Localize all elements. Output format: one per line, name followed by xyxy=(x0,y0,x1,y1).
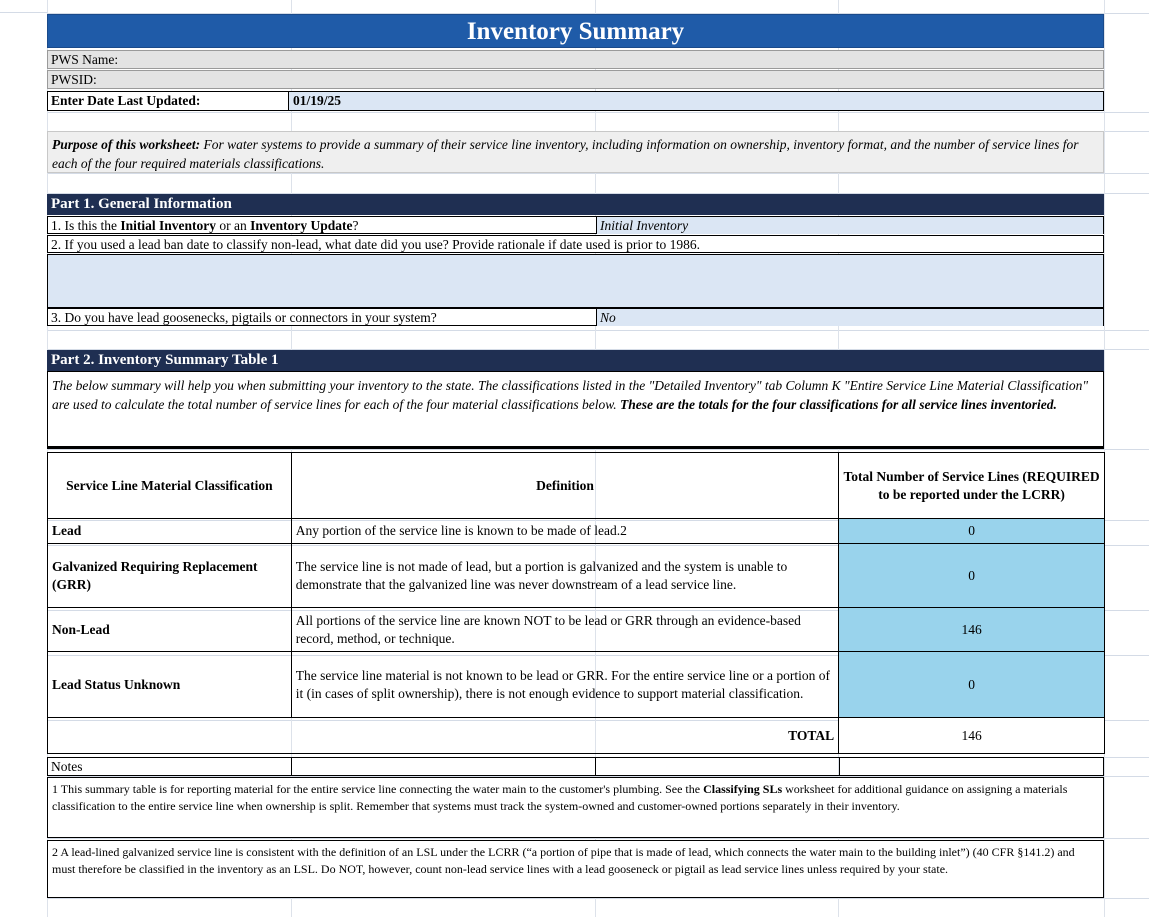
q3-text: 3. Do you have lead goosenecks, pigtails or connectors in your system? xyxy=(51,310,437,325)
definition-cell: All portions of the service line are known NOT to be lead or GRR through an evidence-based record, method, or technique. xyxy=(291,608,838,652)
part2-heading: Part 2. Inventory Summary Table 1 xyxy=(47,350,1104,371)
total-cell[interactable]: 146 xyxy=(839,608,1105,652)
q2-answer-field[interactable] xyxy=(47,254,1104,308)
total-value: 146 xyxy=(839,718,1105,754)
definition-cell: The service line is not made of lead, but a portion is galvanized and the system is unable to demonstrate that the galvanized line was never downstream of a lead service line. xyxy=(291,544,838,608)
footnote1-text-post: worksheet for additional guidance on assigning a materials classification to the entire service line when ownership is split. Remember that systems must track the system-owned and customer-owned portions separately in their inventory. xyxy=(52,782,1068,813)
summary-table xyxy=(47,452,1105,754)
intro-bold: These are the totals for the four classifications for all service lines inventoried. xyxy=(620,397,1057,412)
purpose-bold: Purpose of this worksheet: xyxy=(52,137,201,152)
date-row xyxy=(47,91,1104,111)
row-gutter xyxy=(0,0,47,917)
definition-cell: The service line material is not known to be lead or GRR. For the entire service line or a portion of it (in cases of split ownership), there is not enough evidence to support material classification. xyxy=(291,652,838,718)
question-3 xyxy=(47,308,1104,326)
total-row xyxy=(48,718,1105,754)
definition-cell: Any portion of the service line is known to be made of lead.2 xyxy=(291,519,838,544)
notes-row xyxy=(47,757,1104,776)
table-row xyxy=(48,652,1105,718)
purpose-text: For water systems to provide a summary of their service line inventory, including information on ownership, inventory format, and the number of service lines for each of the four required materials classifications. xyxy=(52,137,1079,171)
classification-cell: Galvanized Requiring Replacement (GRR) xyxy=(48,544,292,608)
footnote1-text-pre: 1 This summary table is for reporting material for the entire service line connecting the water main to the customer's plumbing. See the xyxy=(52,782,704,796)
table-row xyxy=(48,608,1105,652)
q2-text: 2. If you used a lead ban date to classify non-lead, what date did you use? Provide rationale if date used is prior to 1986. xyxy=(51,237,700,252)
q3-answer-field[interactable]: No xyxy=(596,309,1103,326)
col-header-classification: Service Line Material Classification xyxy=(48,453,292,519)
purpose-box xyxy=(47,131,1104,173)
table-row xyxy=(48,519,1105,544)
total-cell[interactable]: 0 xyxy=(839,652,1105,718)
total-cell[interactable]: 0 xyxy=(839,519,1105,544)
classification-cell: Lead xyxy=(48,519,292,544)
q1-text-post: ? xyxy=(352,218,359,233)
footnote-2 xyxy=(47,840,1104,898)
q1-answer-field[interactable]: Initial Inventory xyxy=(596,217,1103,234)
pws-name-row[interactable] xyxy=(47,50,1104,69)
classification-cell: Lead Status Unknown xyxy=(48,652,292,718)
footnote1-link-classifying: Classifying SLs xyxy=(703,782,783,796)
col-header-total: Total Number of Service Lines (REQUIRED to be reported under the LCRR) xyxy=(839,453,1105,519)
question-2 xyxy=(47,235,1104,253)
pwsid-label: PWSID: xyxy=(51,72,97,87)
question-1 xyxy=(47,216,1104,234)
table-row xyxy=(48,544,1105,608)
q1-bold-initial: Initial Inventory xyxy=(120,218,217,233)
sheet-title: Inventory Summary xyxy=(47,14,1104,48)
col-header-definition: Definition xyxy=(291,453,838,519)
footnote-1 xyxy=(47,777,1104,838)
part2-intro xyxy=(47,371,1104,449)
pwsid-row[interactable] xyxy=(47,70,1104,89)
footnote2-text: 2 A lead-lined galvanized service line is consistent with the definition of an LSL under the LCRR (“a portion of pipe that is made of lead, which connects the water main to the building inlet”) (40 CFR §141.2) and must therefore be classified in the inventory as an LSL. Do NOT, however, count non-lead service lines with a lead gooseneck or pigtail as lead service lines unless required by your state. xyxy=(52,845,1075,876)
table-header-row xyxy=(48,453,1105,519)
q1-text-mid: or an xyxy=(216,218,251,233)
total-cell[interactable]: 0 xyxy=(839,544,1105,608)
classification-cell: Non-Lead xyxy=(48,608,292,652)
q1-text-pre: 1. Is this the xyxy=(51,218,121,233)
total-label: TOTAL xyxy=(48,718,839,754)
date-field[interactable]: 01/19/25 xyxy=(288,92,1103,110)
notes-label: Notes xyxy=(51,759,83,774)
pws-name-label: PWS Name: xyxy=(51,52,119,67)
intro-text: The below summary will help you when submitting your inventory to the state. The classifications listed in the "Detailed Inventory" tab Column K "Entire Service Line Material Classification" are used to calculate the total number of service lines for each of the four material classifications below. xyxy=(52,378,1089,412)
date-label: Enter Date Last Updated: xyxy=(51,93,201,108)
q1-bold-update: Inventory Update xyxy=(250,218,353,233)
part1-heading: Part 1. General Information xyxy=(47,194,1104,215)
